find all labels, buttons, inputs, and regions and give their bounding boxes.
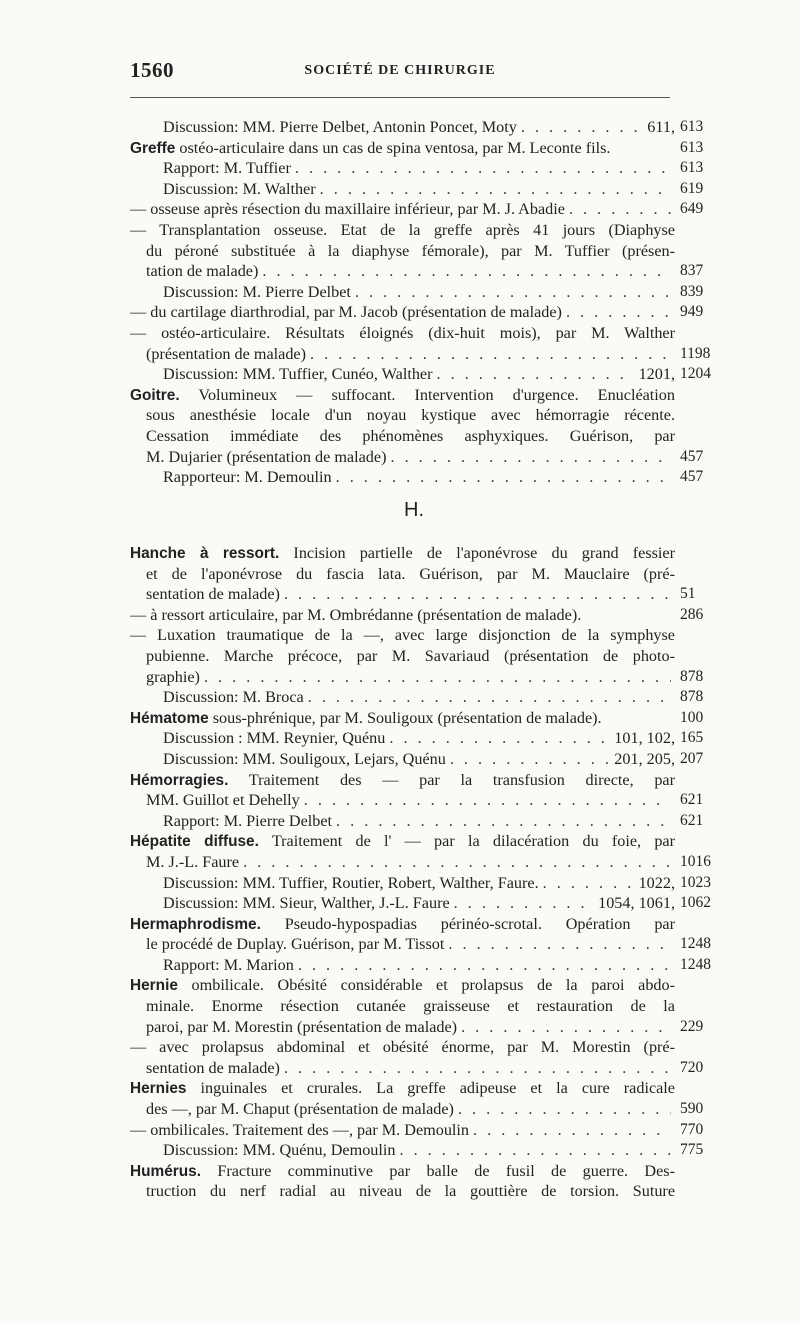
page-ref: 949: [680, 303, 704, 321]
index-line: [130, 282, 675, 303]
page-ref: 286: [680, 605, 704, 623]
entry-text: Rapport: M. Marion: [163, 955, 294, 974]
page-ref: 229: [680, 1017, 704, 1035]
entry-text: Hernie ombilicale. Obésité considérable et prolapsus de la paroi abdo-: [130, 976, 675, 995]
dot-leader: [310, 344, 671, 365]
entry-text: — ostéo-articulaire. Résultats éloignés (dix-huit mois), par M. Walther: [130, 323, 675, 342]
page-ref: 457: [680, 447, 704, 465]
index-line: [130, 708, 675, 729]
headword: Hanche à ressort.: [130, 545, 280, 562]
entry-text: Discussion : MM. Reynier, Quénu: [163, 729, 386, 748]
entry-text: Hanche à ressort. Incision partielle de l'aponévrose du grand fessier: [130, 544, 675, 562]
headword: Hernie: [130, 977, 178, 995]
index-line: [130, 199, 675, 220]
dot-leader: [204, 667, 671, 688]
entry-text: Discussion: MM. Sieur, Walther, J.-L. Faure: [163, 894, 450, 913]
entry-text: minale. Enorme résection cutanée graisseuse et restauration de la: [146, 997, 675, 1016]
index-line: [130, 1078, 675, 1099]
page-ref: 457: [680, 468, 704, 486]
page-ref: 619: [680, 179, 704, 197]
dot-leader: [461, 1017, 671, 1038]
entry-text: — du cartilage diarthrodial, par M. Jacob (présentation de malade): [130, 303, 562, 322]
entry-text: MM. Guillot et Dehelly: [146, 791, 300, 810]
dot-leader: [355, 282, 671, 303]
page-ref: 100: [680, 708, 704, 726]
index-line: [130, 385, 675, 406]
headword: Greffe: [130, 139, 176, 157]
index-line: [130, 344, 675, 365]
dot-leader: [284, 584, 671, 605]
page-ref: 1016: [680, 853, 711, 870]
dot-leader: [473, 1120, 671, 1141]
entry-text: Discussion: MM. Tuffier, Cunéo, Walther: [163, 365, 433, 384]
dot-leader: [298, 955, 671, 976]
page-ref: 621: [680, 791, 704, 809]
entry-text: Humérus. Fracture comminutive par balle de fusil de guerre. Des-: [130, 1161, 675, 1180]
dot-leader: [243, 852, 671, 873]
section-letter: H.: [404, 499, 424, 521]
entry-text: pubienne. Marche précoce, par M. Savariaud (présentation de photo-: [146, 646, 675, 665]
entry-text: Rapporteur: M. Demoulin: [163, 468, 332, 487]
entry-text: Rapport: M. Tuffier: [163, 159, 291, 178]
index-line: [130, 873, 675, 894]
dot-leader: [320, 179, 671, 200]
page-ref: 775: [680, 1141, 704, 1159]
index-line: [130, 564, 675, 585]
extra-page-refs: 1201,: [638, 365, 675, 384]
index-line: [130, 852, 675, 873]
page-ref: 770: [680, 1120, 704, 1138]
index-line: [130, 934, 675, 955]
dot-leader: [284, 1058, 671, 1079]
headword: Goitre.: [130, 386, 180, 404]
index-line: [130, 811, 675, 832]
dot-leader: [399, 1140, 671, 1161]
index-line: [130, 893, 675, 914]
index-line: [130, 831, 675, 852]
entry-text: Discussion: M. Broca: [163, 688, 304, 707]
page-ref: 165: [680, 729, 704, 747]
entry-text: Discussion: MM. Tuffier, Routier, Robert, Walther, Faure.: [163, 873, 539, 892]
index-line: [130, 728, 675, 749]
page-ref: 1204: [680, 365, 711, 383]
index-line: [130, 646, 675, 667]
entry-text: Cessation immédiate des phénomènes asphyxiques. Guérison, par: [146, 426, 675, 445]
index-line: [130, 1017, 675, 1038]
entry-text: des —, par M. Chaput (présentation de malade): [146, 1100, 454, 1119]
index-line: [130, 426, 675, 447]
dot-leader: [336, 811, 671, 832]
index-line: [130, 364, 675, 385]
entry-text: Discussion: M. Pierre Delbet: [163, 282, 351, 301]
entry-text: du péroné substituée à la diaphyse fémorale), par M. Tuffier (présen-: [146, 241, 675, 260]
index-line: [130, 241, 675, 262]
page-ref: 613: [680, 138, 704, 156]
page-ref: 1248: [680, 935, 711, 953]
entry-text: Discussion: MM. Quénu, Demoulin: [163, 1141, 396, 1160]
dot-leader: [454, 893, 594, 914]
page-ref: 1023: [680, 873, 711, 891]
headword: Hermaphrodisme.: [130, 915, 261, 933]
index-line: [130, 1058, 675, 1079]
entry-text: graphie): [146, 667, 200, 686]
index-line: [130, 1099, 675, 1120]
page-ref: 878: [680, 667, 704, 685]
headword: Hématome: [130, 709, 209, 727]
page-number: 1560: [130, 58, 174, 82]
index-line: [130, 749, 675, 770]
entry-text: paroi, par M. Morestin (présentation de malade): [146, 1017, 458, 1036]
index-line: [130, 405, 675, 426]
dot-leader: [262, 261, 671, 282]
dot-leader: [543, 873, 635, 894]
index-line: [130, 975, 675, 996]
index-line: [130, 220, 675, 241]
page-header: [130, 58, 670, 88]
extra-page-refs: 611,: [647, 118, 675, 136]
entry-text: Hémorragies. Traitement des — par la transfusion directe, par: [130, 770, 675, 789]
entry-text: Discussion: MM. Pierre Delbet, Antonin Poncet, Moty: [163, 118, 517, 136]
entry-text: M. J.-L. Faure: [146, 852, 240, 871]
entry-text: le procédé de Duplay. Guérison, par M. Tissot: [146, 935, 445, 954]
index-line: [130, 1161, 675, 1182]
entry-text: — ombilicales. Traitement des —, par M. Demoulin: [130, 1120, 469, 1139]
headword: Hernies: [130, 1080, 187, 1098]
header-rule: [130, 97, 670, 98]
index-line: [130, 302, 675, 323]
dot-leader: [308, 687, 671, 708]
entry-text: sous anesthésie locale d'un noyau kystique avec hémorragie récente.: [146, 406, 675, 425]
index-line: [130, 625, 675, 646]
index-block-h: [130, 543, 675, 1202]
extra-page-refs: 1022,: [638, 873, 675, 892]
extra-page-refs: 201, 205,: [614, 749, 675, 768]
index-line: [130, 179, 675, 200]
index-line: [130, 605, 675, 626]
dot-leader: [450, 749, 610, 770]
index-line: [130, 1181, 675, 1202]
index-line: [130, 687, 675, 708]
page-ref: 613: [680, 159, 704, 177]
entry-text: (présentation de malade): [146, 344, 307, 363]
page-ref: 1248: [680, 956, 711, 973]
dot-leader: [389, 728, 610, 749]
entry-text: Hermaphrodisme. Pseudo-hypospadias périnéo-scrotal. Opération par: [130, 914, 675, 933]
dot-leader: [458, 1099, 671, 1120]
dot-leader: [448, 934, 671, 955]
entry-text: truction du nerf radial au niveau de la gouttière de torsion. Suture: [146, 1182, 675, 1201]
dot-leader: [437, 364, 635, 385]
dot-leader: [336, 467, 671, 488]
index-line: [130, 914, 675, 935]
index-line: [130, 996, 675, 1017]
dot-leader: [390, 447, 671, 468]
page-ref: 621: [680, 811, 704, 829]
entry-text: — Luxation traumatique de la —, avec large disjonction de la symphyse: [130, 626, 675, 645]
index-line: [130, 955, 675, 976]
page-ref: 207: [680, 750, 704, 767]
entry-text: — osseuse après résection du maxillaire inférieur, par M. J. Abadie: [130, 200, 565, 219]
index-line: [130, 1037, 675, 1058]
dot-leader: [569, 199, 671, 220]
extra-page-refs: 101, 102,: [614, 729, 675, 748]
dot-leader: [521, 117, 643, 138]
entry-text: — Transplantation osseuse. Etat de la greffe après 41 jours (Diaphyse: [130, 220, 675, 239]
page-ref: 51: [680, 585, 696, 603]
index-block-g: [130, 117, 675, 488]
index-line: [130, 323, 675, 344]
entry-text: Discussion: MM. Souligoux, Lejars, Quénu: [163, 749, 446, 768]
headword: Humérus.: [130, 1162, 201, 1180]
entry-text: M. Dujarier (présentation de malade): [146, 447, 387, 466]
index-line: [130, 790, 675, 811]
entry-text: Hépatite diffuse. Traitement de l' — par la dilacération du foie, par: [130, 832, 675, 851]
index-line: [130, 667, 675, 688]
index-line: [130, 138, 675, 159]
entry-text: Greffe ostéo-articulaire dans un cas de spina ventosa, par M. Leconte fils.: [130, 138, 611, 157]
page-ref: 720: [680, 1059, 704, 1076]
running-title: SOCIÉTÉ DE CHIRURGIE: [304, 63, 496, 78]
index-line: [130, 543, 675, 564]
headword: Hépatite diffuse.: [130, 833, 259, 851]
entry-text: et de l'aponévrose du fascia lata. Guérison, par M. Mauclaire (pré-: [146, 564, 675, 583]
entry-text: Goitre. Volumineux — suffocant. Intervention d'urgence. Enucléation: [130, 385, 675, 404]
index-line: [130, 1140, 675, 1161]
entry-text: sentation de malade): [146, 1058, 280, 1077]
page-ref: 878: [680, 688, 704, 706]
dot-leader: [566, 302, 671, 323]
entry-text: sentation de malade): [146, 585, 280, 604]
index-line: [130, 447, 675, 468]
dot-leader: [304, 790, 671, 811]
index-line: [130, 770, 675, 791]
dot-leader: [295, 158, 671, 179]
page-ref: 1198: [680, 344, 711, 362]
page-ref: 839: [680, 282, 704, 300]
entry-text: Hématome sous-phrénique, par M. Souligoux (présentation de malade).: [130, 708, 602, 727]
page-ref: 1062: [680, 894, 711, 912]
extra-page-refs: 1054, 1061,: [598, 894, 675, 913]
page-ref: 613: [680, 118, 704, 135]
index-line: [130, 584, 675, 605]
page-ref: 590: [680, 1100, 704, 1118]
entry-text: Rapport: M. Pierre Delbet: [163, 811, 333, 830]
page-ref: 649: [680, 200, 704, 218]
headword: Hémorragies.: [130, 771, 229, 789]
entry-text: tation de malade): [146, 262, 259, 281]
index-line: [130, 467, 675, 488]
entry-text: Hernies inguinales et crurales. La greffe adipeuse et la cure radicale: [130, 1079, 675, 1098]
entry-text: Discussion: M. Walther: [163, 179, 316, 198]
index-line: [130, 117, 675, 138]
index-line: [130, 261, 675, 282]
entry-text: — avec prolapsus abdominal et obésité énorme, par M. Morestin (pré-: [130, 1038, 675, 1057]
index-line: [130, 1120, 675, 1141]
page-ref: 837: [680, 262, 704, 280]
index-line: [130, 158, 675, 179]
entry-text: — à ressort articulaire, par M. Ombrédanne (présentation de malade).: [130, 605, 582, 624]
